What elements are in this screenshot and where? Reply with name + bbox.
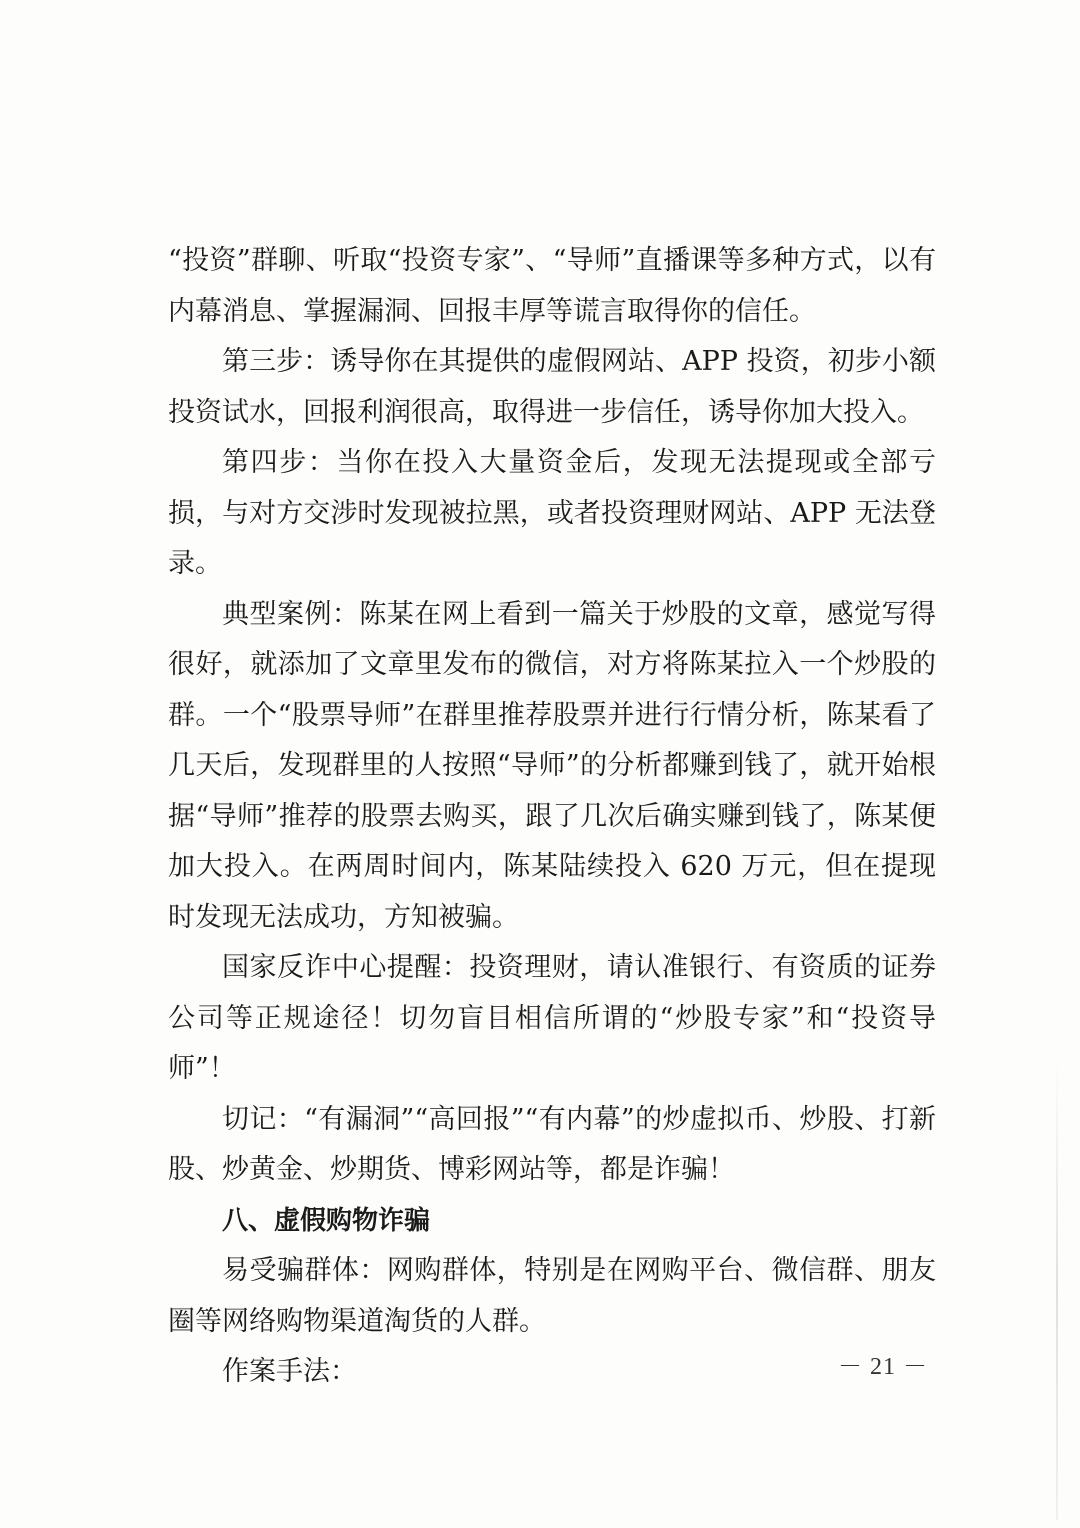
paragraph-method-label: 作案手法： (222, 1356, 357, 1387)
scan-edge-shadow (1056, 1060, 1058, 1520)
paragraph-reminder: 国家反诈中心提醒：投资理财，请认准银行、有资质的证券公司等正规途径！切勿盲目相信所谓的“炒股专家”和“投资导师”！ (168, 952, 936, 1084)
paragraph-continuation: “投资”群聊、听取“投资专家”、“导师”直播课等多种方式，以有内幕消息、掌握漏洞、回报丰厚等谎言取得你的信任。 (168, 245, 936, 327)
section-heading: 八、虚假购物诈骗 (222, 1205, 431, 1236)
paragraph-warning: 切记：“有漏洞”“高回报”“有内幕”的炒虚拟币、炒股、打新股、炒黄金、炒期货、博彩网站等，都是诈骗！ (168, 1103, 936, 1185)
page-number: － 21 － (838, 1354, 928, 1380)
paragraph-step-three: 第三步：诱导你在其提供的虚假网站、APP 投资，初步小额投资试水，回报利润很高，取得进一步信任，诱导你加大投入。 (168, 346, 936, 428)
paragraph-victim-group: 易受骗群体：网购群体，特别是在网购平台、微信群、朋友圈等网络购物渠道淘货的人群。 (168, 1255, 936, 1337)
paragraph-step-four: 第四步：当你在投入大量资金后，发现无法提现或全部亏损，与对方交涉时发现被拉黑，或者投资理财网站、APP 无法登录。 (168, 447, 936, 579)
paragraph-typical-case: 典型案例：陈某在网上看到一篇关于炒股的文章，感觉写得很好，就添加了文章里发布的微信，对方将陈某拉入一个炒股的群。一个“股票导师”在群里推荐股票并进行行情分析，陈某看了几天后，发现群里的人按照“导师”的分析都赚到钱了，就开始根据“导师”推荐的股票去购买，跟了几次后确实赚到钱了，陈某便加大投入。在两周时间内，陈某陆续投入 620 万元，但在提现时发现无法成功，方知被骗。 (168, 598, 936, 933)
body-text (168, 236, 936, 1398)
